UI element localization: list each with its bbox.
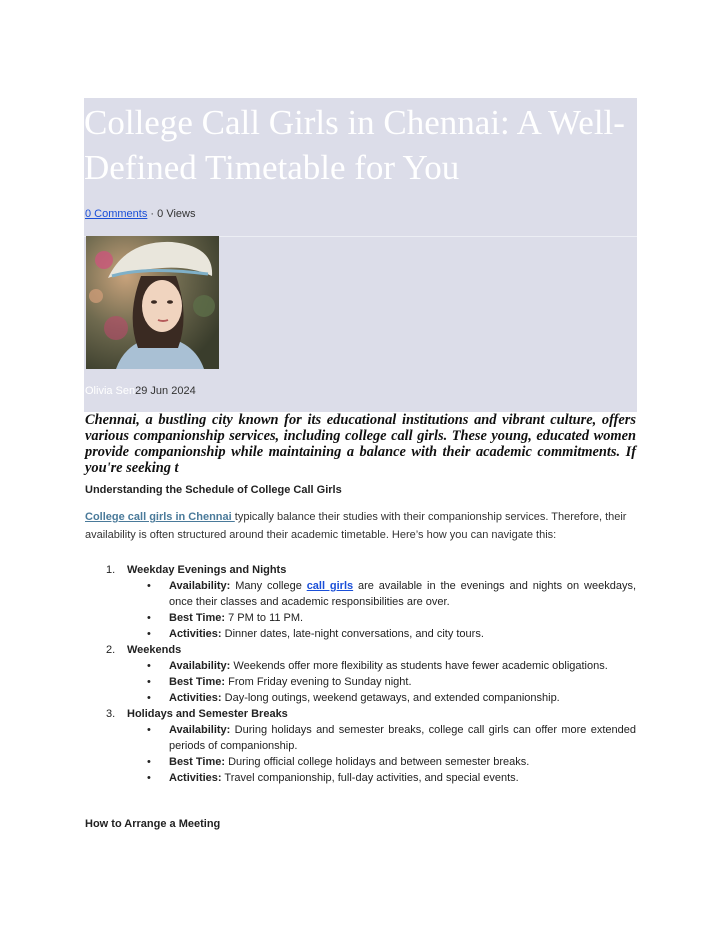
call-girls-link[interactable]: call girls [306, 580, 354, 592]
bullet-item [85, 770, 636, 786]
section-heading-schedule: Understanding the Schedule of College Call Girls [85, 484, 342, 496]
bullet-label: Best Time: [169, 612, 226, 624]
list-heading: Weekends [127, 644, 182, 656]
article-meta [85, 208, 195, 220]
intro-text: typically balance their studies with their companionship services. Therefore, their availability is often structured around their academic timetable. Here’s how you can navigate this: [85, 511, 627, 541]
bullet-item [85, 754, 636, 770]
bullet-label: Activities: [169, 692, 222, 704]
list-heading: Weekday Evenings and Nights [127, 564, 287, 576]
bullet-item [85, 578, 636, 610]
bullet-label: Availability: [169, 580, 231, 592]
bullet-icon: • [147, 676, 151, 688]
bullet-text: During holidays and semester breaks, college call girls can offer more extended periods of companionship. [169, 724, 636, 752]
bullet-icon: • [147, 772, 151, 784]
bullet-label: Availability: [169, 660, 231, 672]
list-number: 1. [106, 564, 116, 576]
bullet-icon: • [147, 628, 151, 640]
post-date: 29 Jun 2024 [135, 385, 196, 397]
meta-separator: · [150, 208, 155, 220]
list-item [85, 562, 636, 578]
bullet-icon: • [147, 756, 151, 768]
bullet-item [85, 690, 636, 706]
author-photo [86, 236, 219, 369]
bullet-text: During official college holidays and between semester breaks. [225, 756, 530, 768]
intro-paragraph [85, 508, 636, 544]
bullet-text: Weekends offer more flexibility as students have fewer academic obligations. [230, 660, 608, 672]
chennai-link[interactable]: College call girls in Chennai [85, 511, 235, 523]
bullet-label: Activities: [169, 772, 222, 784]
list-item [85, 642, 636, 658]
bullet-text: Day-long outings, weekend getaways, and extended companionship. [221, 692, 560, 704]
bullet-text: 7 PM to 11 PM. [225, 612, 304, 624]
lead-paragraph: Chennai, a bustling city known for its educational institutions and vibrant culture, offers various companionship services, including college call girls. These young, educated women provide companionship while maintaining a balance with their academic commitments. If you're seeking t [85, 412, 636, 476]
bullet-label: Activities: [169, 628, 222, 640]
bullet-icon: • [147, 724, 151, 736]
list-number: 3. [106, 708, 116, 720]
list-item [85, 706, 636, 722]
portrait-image [86, 236, 219, 369]
bullet-label: Best Time: [169, 676, 226, 688]
comments-link[interactable]: 0 Comments [85, 208, 148, 220]
bullet-item [85, 658, 636, 674]
author-line [85, 385, 196, 397]
bullet-item [85, 610, 636, 626]
views-count: 0 Views [157, 208, 196, 220]
bullet-icon: • [147, 612, 151, 624]
bullet-item [85, 722, 636, 754]
bullet-text: Travel companionship, full-day activities, and special events. [221, 772, 519, 784]
section-heading-meeting: How to Arrange a Meeting [85, 818, 221, 830]
bullet-text: From Friday evening to Sunday night. [225, 676, 412, 688]
bullet-label: Availability: [169, 724, 231, 736]
bullet-icon: • [147, 692, 151, 704]
list-number: 2. [106, 644, 116, 656]
list-heading: Holidays and Semester Breaks [127, 708, 288, 720]
bullet-label: Best Time: [169, 756, 226, 768]
bullet-text: Many college [230, 580, 307, 592]
bullet-item [85, 626, 636, 642]
author-name[interactable]: Olivia Sen [85, 385, 136, 397]
bullet-icon: • [147, 660, 151, 672]
article-title: College Call Girls in Chennai: A Well-Defined Timetable for You [84, 103, 625, 187]
bullet-text: are available in the evenings and nights on weekdays, once their classes and academic responsibilities are over. [169, 580, 636, 608]
bullet-item [85, 674, 636, 690]
schedule-list [85, 562, 636, 786]
bullet-icon: • [147, 580, 151, 592]
bullet-text: Dinner dates, late-night conversations, and city tours. [221, 628, 484, 640]
